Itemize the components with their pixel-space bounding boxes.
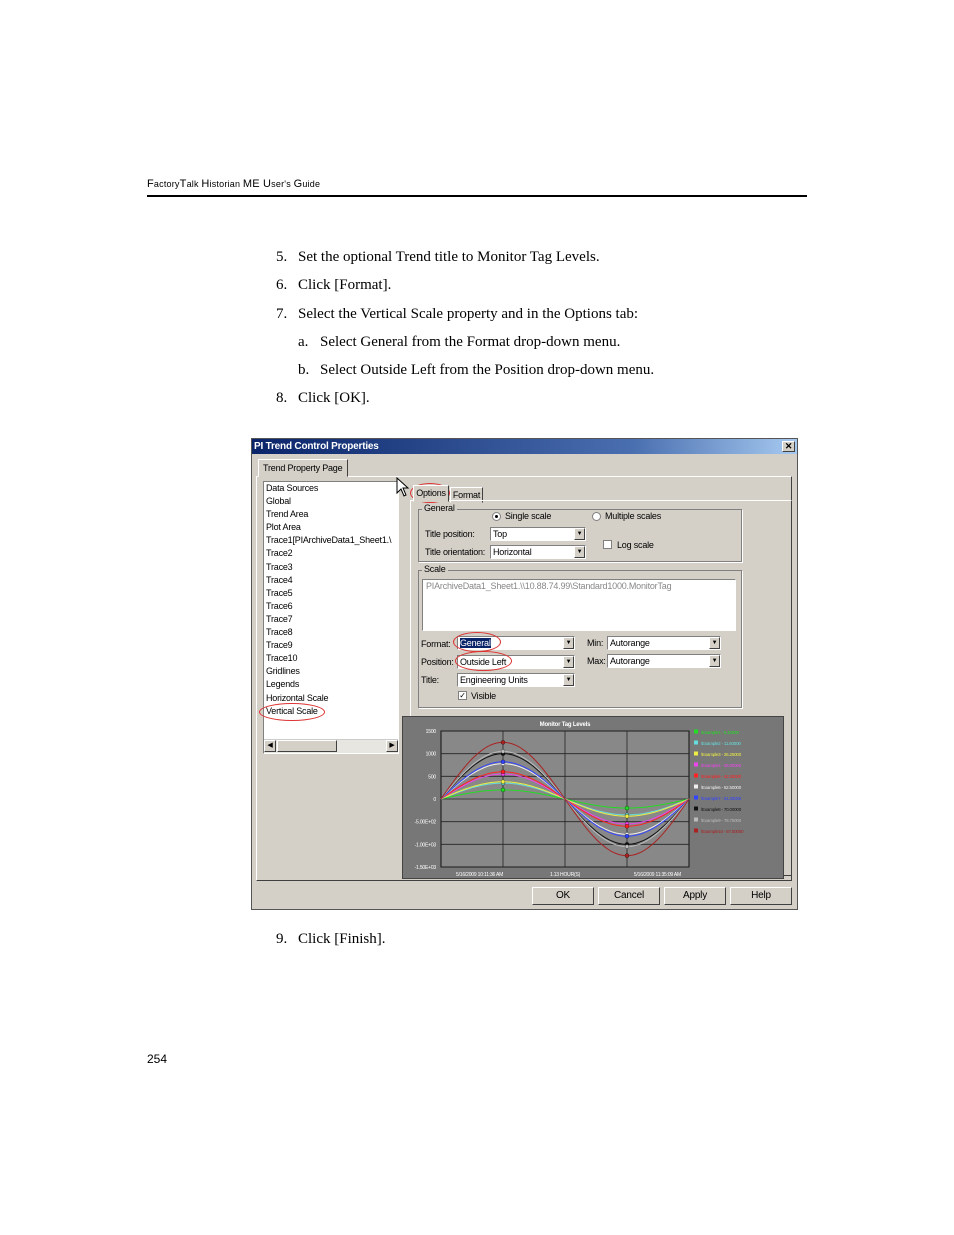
legend-entry: \Example5 - 42.25000 — [701, 774, 742, 779]
legend-swatch — [694, 796, 698, 800]
dialog-title: PI Trend Control Properties — [254, 441, 379, 452]
visible-checkbox[interactable] — [458, 691, 467, 700]
series-marker — [501, 788, 505, 792]
list-item[interactable]: Legends — [266, 679, 300, 690]
legend-swatch — [694, 807, 698, 811]
title-label: Title: — [421, 675, 439, 685]
chart-title: Monitor Tag Levels — [539, 722, 591, 728]
chevron-down-icon: ▼ — [709, 655, 720, 667]
list-item[interactable]: Trace3 — [266, 561, 293, 572]
series-marker — [625, 845, 629, 849]
series-marker — [501, 740, 505, 744]
legend-entry: \Example3 - 26.25000 — [701, 752, 742, 757]
title-orientation-select[interactable]: Horizontal ▼ — [490, 545, 586, 559]
mouse-pointer-icon — [396, 477, 410, 497]
list-item[interactable]: Trace6 — [266, 600, 293, 611]
header-rule — [147, 195, 807, 197]
legend-swatch — [694, 829, 698, 833]
list-item[interactable]: Trace9 — [266, 640, 293, 651]
format-label: Format: — [421, 639, 451, 649]
legend-swatch — [694, 818, 698, 822]
legend-entry: \Example2 - 11.50000 — [701, 741, 741, 746]
title-position-label: Title position: — [425, 529, 475, 539]
multiple-scales-label: Multiple scales — [605, 511, 662, 521]
title-select[interactable]: Engineering Units ▼ — [457, 673, 575, 687]
list-item[interactable]: Vertical Scale — [266, 705, 318, 716]
legend-swatch — [694, 785, 698, 789]
max-select[interactable]: Autorange ▼ — [607, 654, 721, 668]
title-position-select[interactable]: Top ▼ — [490, 527, 586, 541]
series-marker — [625, 824, 629, 828]
single-scale-label: Single scale — [505, 511, 552, 521]
legend-entry: \Example1 - 5.10000 — [701, 730, 739, 735]
chevron-down-icon: ▼ — [563, 674, 574, 686]
list-hscrollbar[interactable] — [264, 739, 398, 753]
series-marker — [625, 854, 629, 858]
legend-entry: \Example8 - 70.00000 — [701, 807, 742, 812]
general-group-label: General — [424, 503, 455, 513]
scroll-left-button[interactable] — [264, 740, 276, 752]
dialog-titlebar — [252, 439, 797, 454]
list-item[interactable]: Trace10 — [266, 653, 298, 664]
legend-entry: \Example4 - 35.00000 — [701, 763, 742, 768]
scale-group-label: Scale — [424, 564, 446, 574]
y-tick-label: 0 — [433, 797, 436, 803]
visible-label: Visible — [471, 691, 496, 701]
checkmark-icon: ✓ — [459, 691, 466, 700]
list-item[interactable]: Horizontal Scale — [266, 692, 329, 703]
series-marker — [501, 780, 505, 784]
x-tick-label: 5/16/2009 10:11:36 AM — [456, 872, 504, 878]
y-tick-label: 500 — [428, 774, 436, 781]
apply-button[interactable]: Apply — [664, 887, 726, 905]
chevron-down-icon: ▼ — [574, 528, 585, 540]
help-button[interactable]: Help — [730, 887, 792, 905]
format-select[interactable]: General ▼ — [457, 636, 575, 650]
chevron-down-icon: ▼ — [574, 546, 585, 558]
page-number: 254 — [147, 1052, 168, 1066]
arrow-left-icon: ◀ — [267, 742, 273, 749]
tab-trend-property-page[interactable]: Trend Property Page — [258, 459, 348, 477]
log-scale-checkbox[interactable] — [603, 540, 612, 549]
trend-preview-chart — [402, 716, 784, 879]
tab-options[interactable]: Options — [413, 485, 449, 502]
series-marker — [625, 834, 629, 838]
legend-swatch — [694, 741, 698, 745]
y-tick-label: -5.00E+02 — [414, 819, 436, 826]
legend-entry: \Example10 - 87.50000 — [701, 829, 744, 834]
trend-properties-dialog — [251, 438, 798, 910]
list-item[interactable]: Trend Area — [266, 509, 309, 520]
y-tick-label: -1.50E+03 — [414, 865, 436, 871]
chevron-down-icon: ▼ — [563, 656, 574, 668]
tab-format[interactable]: Format — [450, 487, 483, 503]
x-tick-label: 1.13 HOUR(S) — [549, 872, 581, 878]
arrow-right-icon: ▶ — [389, 742, 395, 749]
legend-swatch — [694, 730, 698, 734]
highlight-position — [455, 651, 512, 671]
y-tick-label: 1500 — [425, 729, 436, 735]
legend-entry: \Example9 - 78.75000 — [701, 818, 742, 823]
position-select[interactable]: Outside Left ▼ — [457, 655, 575, 669]
scroll-thumb[interactable] — [277, 740, 337, 752]
list-item[interactable]: Trace5 — [266, 587, 293, 598]
trend-chart-svg — [403, 717, 783, 878]
series-marker — [625, 806, 629, 810]
list-item[interactable]: Trace2 — [266, 548, 293, 559]
scroll-right-button[interactable] — [386, 740, 398, 752]
chevron-down-icon: ▼ — [709, 637, 720, 649]
legend-entry: \Example7 - 61.25000 — [701, 796, 742, 801]
legend-swatch — [694, 763, 698, 767]
min-select[interactable]: Autorange ▼ — [607, 636, 721, 650]
series-marker — [501, 760, 505, 764]
min-label: Min: — [587, 638, 604, 648]
chevron-down-icon: ▼ — [563, 637, 574, 649]
position-label: Position: — [421, 657, 454, 667]
list-item[interactable]: Gridlines — [266, 666, 300, 677]
list-item[interactable]: Data Sources — [266, 483, 319, 493]
y-tick-label: -1.00E+03 — [414, 842, 436, 849]
scale-source-textarea[interactable]: PIArchiveData1_Sheet1.\\10.88.74.99\Standard1000.MonitorTag — [422, 579, 736, 631]
cancel-button[interactable]: Cancel — [598, 887, 660, 905]
series-marker — [625, 814, 629, 818]
legend-swatch — [694, 752, 698, 756]
list-item[interactable]: Trace8 — [266, 627, 293, 638]
highlight-format — [453, 632, 501, 652]
close-icon: ✕ — [784, 441, 793, 451]
max-label: Max: — [587, 656, 606, 666]
legend-swatch — [694, 774, 698, 778]
list-item[interactable]: Plot Area — [266, 522, 301, 533]
log-scale-label: Log scale — [617, 540, 654, 550]
title-orientation-label: Title orientation: — [425, 547, 486, 557]
x-tick-label: 5/16/2009 11:35:09 AM — [633, 872, 681, 878]
series-marker — [501, 749, 505, 753]
single-scale-radio[interactable] — [492, 512, 501, 521]
list-item[interactable]: Global — [266, 496, 291, 507]
list-item[interactable]: Trace7 — [266, 613, 293, 624]
multiple-scales-radio[interactable] — [592, 512, 601, 521]
ok-button[interactable]: OK — [532, 887, 594, 905]
legend-entry: \Example6 - 52.50000 — [701, 785, 742, 790]
highlight-vertical-scale — [259, 703, 325, 721]
series-marker — [501, 770, 505, 774]
list-item[interactable]: Trace1[PIArchiveData1_Sheet1.\ — [266, 535, 392, 546]
list-item[interactable]: Trace4 — [266, 574, 293, 585]
running-header: FactoryTalk Historian ME User's Guide — [147, 178, 321, 190]
y-tick-label: 1000 — [425, 751, 436, 758]
close-button[interactable] — [782, 441, 795, 452]
